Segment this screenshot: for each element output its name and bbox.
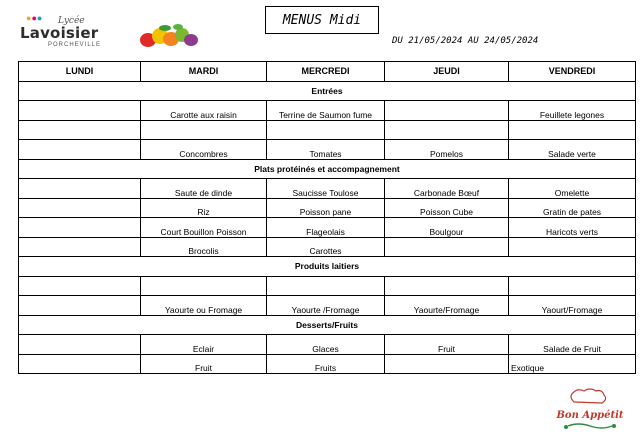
table-row <box>19 140 636 160</box>
section-header-row <box>19 81 636 101</box>
section-header-row <box>19 257 636 277</box>
menu-cell-thursday <box>385 101 509 121</box>
menu-cell-wednesday: Poisson pane <box>267 198 385 218</box>
menu-cell-friday: Salade verte <box>509 140 636 160</box>
menu-cell-monday <box>19 120 141 140</box>
menu-cell-monday <box>19 237 141 257</box>
menu-cell-wednesday <box>267 276 385 296</box>
menu-cell-thursday <box>385 276 509 296</box>
menu-cell-friday: Haricots verts <box>509 218 636 238</box>
bon-appetit-logo <box>554 388 626 432</box>
menu-cell-wednesday: Yaourte /Fromage <box>267 296 385 316</box>
menu-cell-monday <box>19 354 141 374</box>
menu-cell-tuesday <box>141 276 267 296</box>
section-title: Entrées <box>19 81 636 101</box>
menu-cell-wednesday: Terrine de Saumon fume <box>267 101 385 121</box>
table-row <box>19 179 636 199</box>
menu-cell-tuesday: Brocolis <box>141 237 267 257</box>
menu-cell-tuesday: Carotte aux raisin <box>141 101 267 121</box>
menu-table <box>18 61 636 374</box>
menu-cell-friday <box>509 276 636 296</box>
menu-cell-friday: Feuillete legones <box>509 101 636 121</box>
day-header-friday: VENDREDI <box>509 62 636 82</box>
logo-dots-icon: ●●● <box>26 13 43 23</box>
table-row <box>19 120 636 140</box>
menu-cell-friday: Omelette <box>509 179 636 199</box>
section-title: Plats protéinés et accompagnement <box>19 159 636 179</box>
table-row <box>19 276 636 296</box>
menu-cell-tuesday: Saute de dinde <box>141 179 267 199</box>
menu-cell-monday <box>19 198 141 218</box>
menu-cell-tuesday: Yaourte ou Fromage <box>141 296 267 316</box>
menu-cell-thursday: Fruit <box>385 335 509 355</box>
day-header-wednesday: MERCREDI <box>267 62 385 82</box>
menu-cell-tuesday <box>141 120 267 140</box>
menu-cell-tuesday: Riz <box>141 198 267 218</box>
day-header-row <box>19 62 636 82</box>
page-title: MENUS Midi <box>265 6 379 34</box>
fruit-basket-icon <box>138 22 200 50</box>
table-row <box>19 101 636 121</box>
date-range: DU 21/05/2024 AU 24/05/2024 <box>392 36 539 46</box>
day-header-tuesday: MARDI <box>141 62 267 82</box>
menu-cell-thursday <box>385 120 509 140</box>
menu-cell-friday: Yaourt/Fromage <box>509 296 636 316</box>
menu-cell-thursday <box>385 237 509 257</box>
school-logo <box>18 14 114 50</box>
menu-cell-wednesday: Carottes <box>267 237 385 257</box>
table-row <box>19 335 636 355</box>
bon-appetit-text: Bon Appétit <box>556 410 624 421</box>
menu-cell-wednesday: Saucisse Toulose <box>267 179 385 199</box>
menu-cell-friday: Gratin de pates <box>509 198 636 218</box>
section-header-row <box>19 315 636 335</box>
day-header-thursday: JEUDI <box>385 62 509 82</box>
menu-cell-wednesday: Glaces <box>267 335 385 355</box>
menu-cell-friday: Exotique <box>509 354 636 374</box>
menu-cell-thursday: Carbonade Bœuf <box>385 179 509 199</box>
section-title: Desserts/Fruits <box>19 315 636 335</box>
table-row <box>19 354 636 374</box>
menu-cell-thursday: Yaourte/Fromage <box>385 296 509 316</box>
day-header-monday: LUNDI <box>19 62 141 82</box>
menu-cell-thursday <box>385 354 509 374</box>
logo-city: PORCHEVILLE <box>48 42 102 48</box>
menu-cell-wednesday: Fruits <box>267 354 385 374</box>
menu-cell-friday: Salade de Fruit <box>509 335 636 355</box>
section-header-row <box>19 159 636 179</box>
menu-cell-monday <box>19 335 141 355</box>
menu-cell-monday <box>19 276 141 296</box>
table-row <box>19 218 636 238</box>
menu-cell-monday <box>19 101 141 121</box>
menu-cell-tuesday: Fruit <box>141 354 267 374</box>
menu-cell-monday <box>19 140 141 160</box>
menu-cell-tuesday: Court Bouillon Poisson <box>141 218 267 238</box>
table-row <box>19 198 636 218</box>
menu-cell-tuesday: Concombres <box>141 140 267 160</box>
table-row <box>19 296 636 316</box>
menu-cell-monday <box>19 179 141 199</box>
section-title: Produits laitiers <box>19 257 636 277</box>
menu-cell-tuesday: Eclair <box>141 335 267 355</box>
menu-cell-wednesday: Flageolais <box>267 218 385 238</box>
logo-school-name: Lavoisier <box>20 24 99 42</box>
menu-cell-wednesday: Tomates <box>267 140 385 160</box>
menu-cell-thursday: Pomelos <box>385 140 509 160</box>
menu-cell-thursday: Boulgour <box>385 218 509 238</box>
menu-cell-friday <box>509 120 636 140</box>
table-row <box>19 237 636 257</box>
menu-cell-thursday: Poisson Cube <box>385 198 509 218</box>
menu-cell-friday <box>509 237 636 257</box>
menu-cell-wednesday <box>267 120 385 140</box>
logo-lycee-text: Lycée <box>58 16 85 26</box>
menu-cell-monday <box>19 218 141 238</box>
menu-cell-monday <box>19 296 141 316</box>
